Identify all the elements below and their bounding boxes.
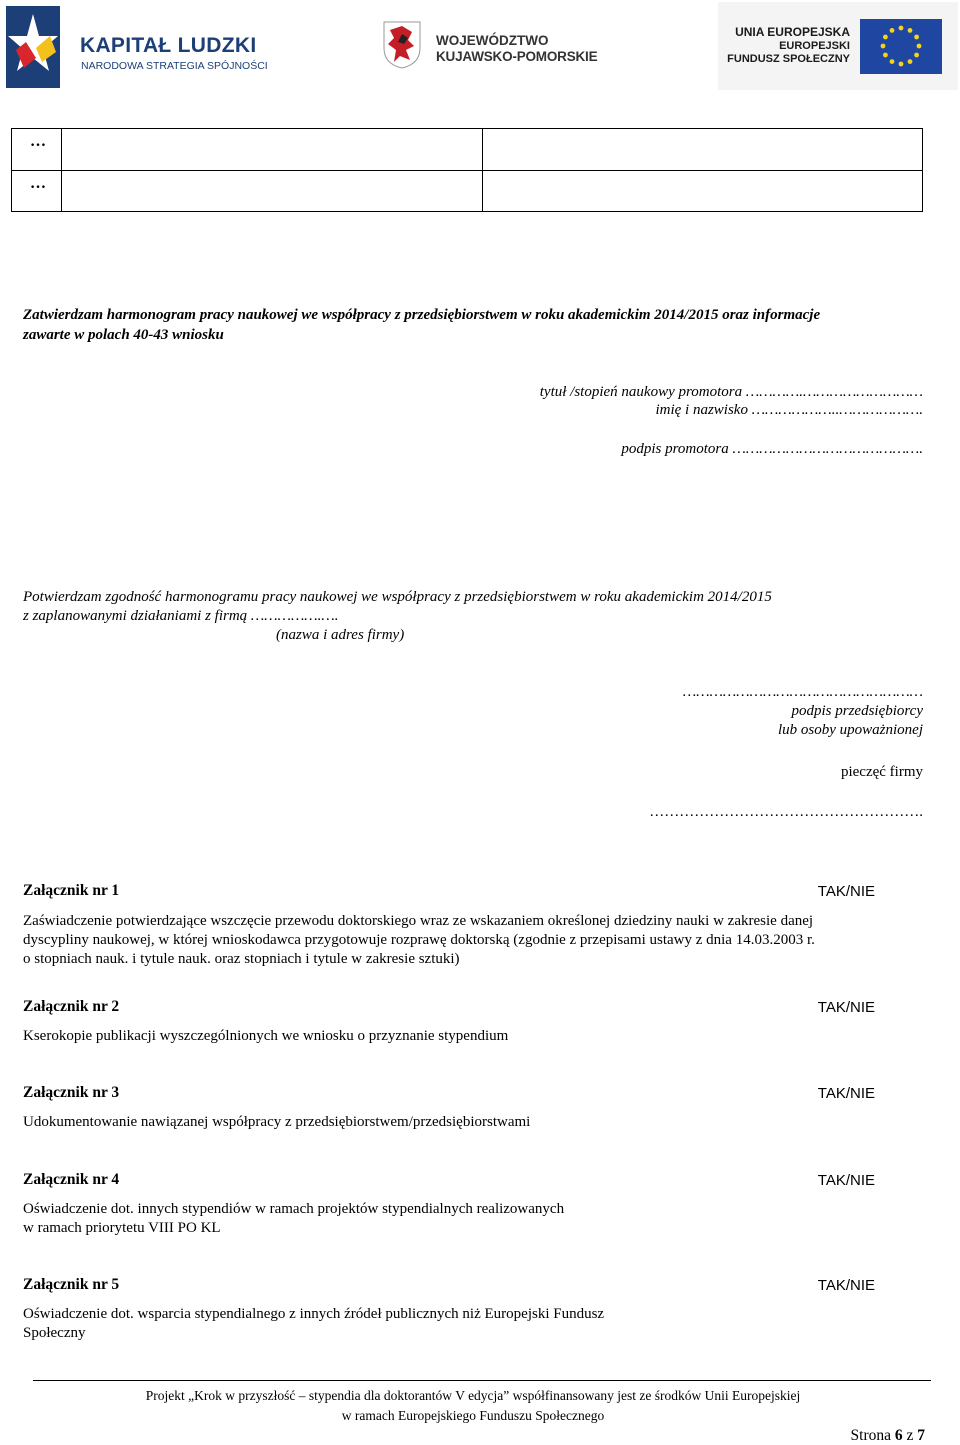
- table-row2-cell: …: [30, 175, 46, 192]
- eu-logo: [718, 2, 958, 90]
- attachment-4-status: TAK/NIE: [817, 1172, 875, 1189]
- eu-line3: FUNDUSZ SPOŁECZNY: [727, 53, 850, 65]
- eu-line2: EUROPEJSKI: [779, 39, 850, 52]
- page-number: [851, 1427, 925, 1445]
- entrepreneur-signature-dots: ………………………………………………: [682, 684, 923, 700]
- kapital-ludzki-title: KAPITAŁ LUDZKI: [80, 34, 257, 57]
- page-prefix: Strona: [850, 1427, 891, 1444]
- attachment-3-title: Załącznik nr 3: [23, 1084, 120, 1101]
- page-total: 7: [917, 1427, 925, 1444]
- kapital-ludzki-logo: [4, 4, 266, 88]
- attachment-4-desc-line2: w ramach priorytetu VIII PO KL: [23, 1220, 221, 1236]
- approval-text-line1: Zatwierdzam harmonogram pracy naukowej we współpracy z przedsiębiorstwem w roku akademickim 2014/2015 oraz informacje: [23, 307, 821, 323]
- footer-divider: [33, 1380, 931, 1381]
- company-hint: (nazwa i adres firmy): [276, 627, 405, 643]
- attachment-1-title: Załącznik nr 1: [23, 882, 120, 899]
- table-col-divider: [482, 129, 483, 211]
- attachment-3-desc-line1: Udokumentowanie nawiązanej współpracy z przedsiębiorstwem/przedsiębiorstwami: [23, 1114, 531, 1130]
- attachment-5-desc-line1: Oświadczenie dot. wsparcia stypendialnego z innych źródeł publicznych niż Europejski Fundusz: [23, 1306, 605, 1322]
- attachment-5-desc-line2: Społeczny: [23, 1325, 86, 1341]
- attachment-2-title: Załącznik nr 2: [23, 998, 120, 1015]
- table-col-divider: [61, 129, 62, 211]
- wojewodztwo-logo: [380, 18, 598, 74]
- footer-text: [0, 1386, 946, 1426]
- promoter-title-field: tytuł /stopień naukowy promotora ………….………………………: [539, 384, 923, 400]
- attachment-4-title: Załącznik nr 4: [23, 1171, 120, 1188]
- promoter-name-field: imię i nazwisko ………………..……………….: [655, 402, 923, 418]
- approval-text-line2: zawarte w polach 40-43 wniosku: [23, 327, 224, 343]
- eu-logo-text: [727, 26, 850, 67]
- footer-line1: Projekt „Krok w przyszłość – stypendia dla doktorantów V edycja” współfinansowany jest ze środków Unii Europejskiej: [145, 1388, 801, 1403]
- attachment-1-status: TAK/NIE: [817, 883, 875, 900]
- table-row-divider: [12, 170, 922, 171]
- table-row1-cell: …: [30, 133, 46, 150]
- attachment-1-desc-line2: dyscypliny naukowej, w której wnioskodawca przygotowuje rozprawę doktorską (zgodnie z przepisami ustawy z dnia 14.03.2003 r.: [23, 932, 815, 948]
- eu-line1: UNIA EUROPEJSKA: [735, 25, 850, 39]
- attachment-2-desc-line1: Kserokopie publikacji wyszczególnionych we wniosku o przyznanie stypendium: [23, 1028, 509, 1044]
- footer-line2: w ramach Europejskiego Funduszu Społecznego: [341, 1408, 605, 1423]
- attachment-5-title: Załącznik nr 5: [23, 1276, 120, 1293]
- attachment-4-desc-line1: Oświadczenie dot. innych stypendiów w ramach projektów stypendialnych realizowanych: [23, 1201, 565, 1217]
- page-separator: z: [906, 1427, 914, 1444]
- page-current: 6: [894, 1427, 903, 1444]
- authorized-person-label: lub osoby upoważnionej: [778, 722, 923, 738]
- attachment-5-status: TAK/NIE: [817, 1277, 875, 1294]
- kapital-ludzki-subtitle: NARODOWA STRATEGIA SPÓJNOŚCI: [81, 60, 268, 72]
- eu-flag-icon: [860, 19, 942, 74]
- company-stamp-label: pieczęć firmy: [840, 764, 923, 780]
- wojewodztwo-line1: WOJEWÓDZTWO: [436, 33, 549, 48]
- attachment-2-status: TAK/NIE: [817, 999, 875, 1016]
- attachment-1-desc-line1: Zaświadczenie potwierdzające wszczęcie przewodu doktorskiego wraz ze wskazaniem określonej dziedziny nauki w zakresie danej: [23, 913, 814, 929]
- promoter-signature-field: podpis promotora …………………………………….: [621, 441, 923, 457]
- wojewodztwo-line2: KUJAWSKO-POMORSKIE: [436, 49, 598, 64]
- confirmation-text-line1: Potwierdzam zgodność harmonogramu pracy naukowej we współpracy z przedsiębiorstwem w roku akademickim 2014/2015: [23, 589, 772, 605]
- attachment-1-desc-line3: o stopniach nauk. i tytule nauk. oraz stopniach i tytule w zakresie sztuki): [23, 951, 460, 967]
- entrepreneur-signature-label: podpis przedsiębiorcy: [791, 703, 923, 719]
- attachment-3-status: TAK/NIE: [817, 1085, 875, 1102]
- activity-table: [11, 128, 923, 212]
- company-stamp-dots: ……………………………………………….: [649, 804, 923, 820]
- confirmation-text-line2: z zaplanowanymi działaniami z firmą …………….….: [23, 608, 339, 624]
- kapital-ludzki-star-icon: [6, 6, 60, 88]
- griffin-crest-icon: [382, 20, 422, 70]
